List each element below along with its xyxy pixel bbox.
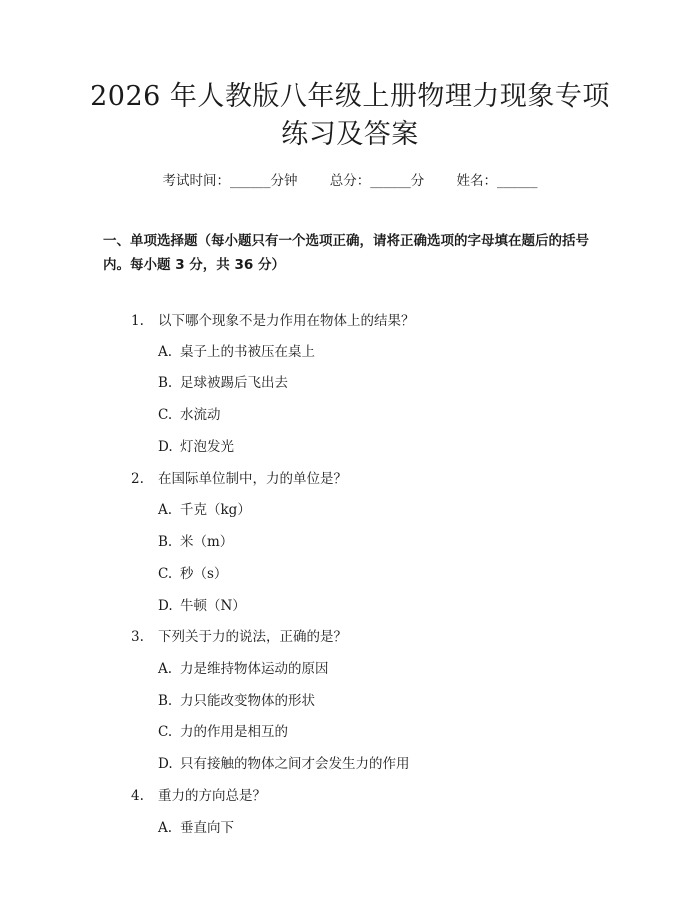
option-letter: D. (158, 439, 173, 455)
option-letter: C. (158, 724, 173, 740)
question-4-option-a (158, 816, 234, 836)
question-3-option-d (158, 752, 410, 772)
option-letter: A. (158, 820, 173, 836)
option-text: 力是维持物体运动的原因 (180, 661, 329, 677)
question-number: 4. (131, 788, 144, 804)
question-2-option-a (158, 498, 251, 518)
question-2-option-b (158, 530, 233, 550)
question-2 (131, 467, 347, 487)
question-3-option-c (158, 720, 288, 740)
document-title: 2026 年人教版八年级上册物理力现象专项练习及答案 (90, 81, 610, 150)
option-text: 灯泡发光 (180, 439, 234, 455)
option-letter: B. (158, 534, 173, 550)
option-text: 力的作用是相互的 (180, 724, 288, 740)
question-number: 1. (131, 313, 144, 329)
option-text: 垂直向下 (180, 820, 234, 836)
option-letter: C. (158, 407, 173, 423)
question-text: 在国际单位制中，力的单位是？ (158, 471, 347, 487)
question-3-option-b (158, 689, 315, 709)
question-1-option-a (158, 340, 315, 360)
question-text: 下列关于力的说法，正确的是？ (158, 629, 347, 645)
section-heading-single-choice: 一、单项选择题（每小题只有一个选项正确，请将正确选项的字母填在题后的括号内。每小题 3 分，共 36 分） (103, 233, 589, 273)
option-text: 只有接触的物体之间才会发生力的作用 (180, 756, 410, 772)
option-text: 秒（s） (180, 566, 228, 582)
option-text: 足球被踢后飞出去 (180, 375, 288, 391)
question-3 (131, 625, 347, 645)
question-1-option-c (158, 403, 221, 423)
total-score-field: 总分：______分 (329, 173, 425, 189)
exam-info-line (0, 169, 700, 189)
question-3-option-a (158, 657, 329, 677)
question-number: 3. (131, 629, 144, 645)
question-number: 2. (131, 471, 144, 487)
question-1 (131, 309, 415, 329)
option-text: 千克（kg） (180, 502, 251, 518)
exam-time-field: 考试时间：______分钟 (162, 173, 298, 189)
option-text: 牛顿（N） (180, 598, 246, 614)
option-text: 水流动 (180, 407, 221, 423)
question-1-option-b (158, 371, 288, 391)
question-2-option-c (158, 562, 227, 582)
name-field: 姓名：______ (456, 173, 538, 189)
question-4 (131, 784, 266, 804)
question-text: 重力的方向总是？ (158, 788, 266, 804)
option-text: 力只能改变物体的形状 (180, 693, 315, 709)
option-letter: A. (158, 502, 173, 518)
option-text: 桌子上的书被压在桌上 (180, 344, 315, 360)
option-text: 米（m） (180, 534, 234, 550)
option-letter: B. (158, 375, 173, 391)
option-letter: C. (158, 566, 173, 582)
option-letter: D. (158, 598, 173, 614)
option-letter: D. (158, 756, 173, 772)
option-letter: A. (158, 344, 173, 360)
question-2-option-d (158, 594, 246, 614)
question-1-option-d (158, 435, 234, 455)
option-letter: A. (158, 661, 173, 677)
question-text: 以下哪个现象不是力作用在物体上的结果？ (158, 313, 415, 329)
option-letter: B. (158, 693, 173, 709)
